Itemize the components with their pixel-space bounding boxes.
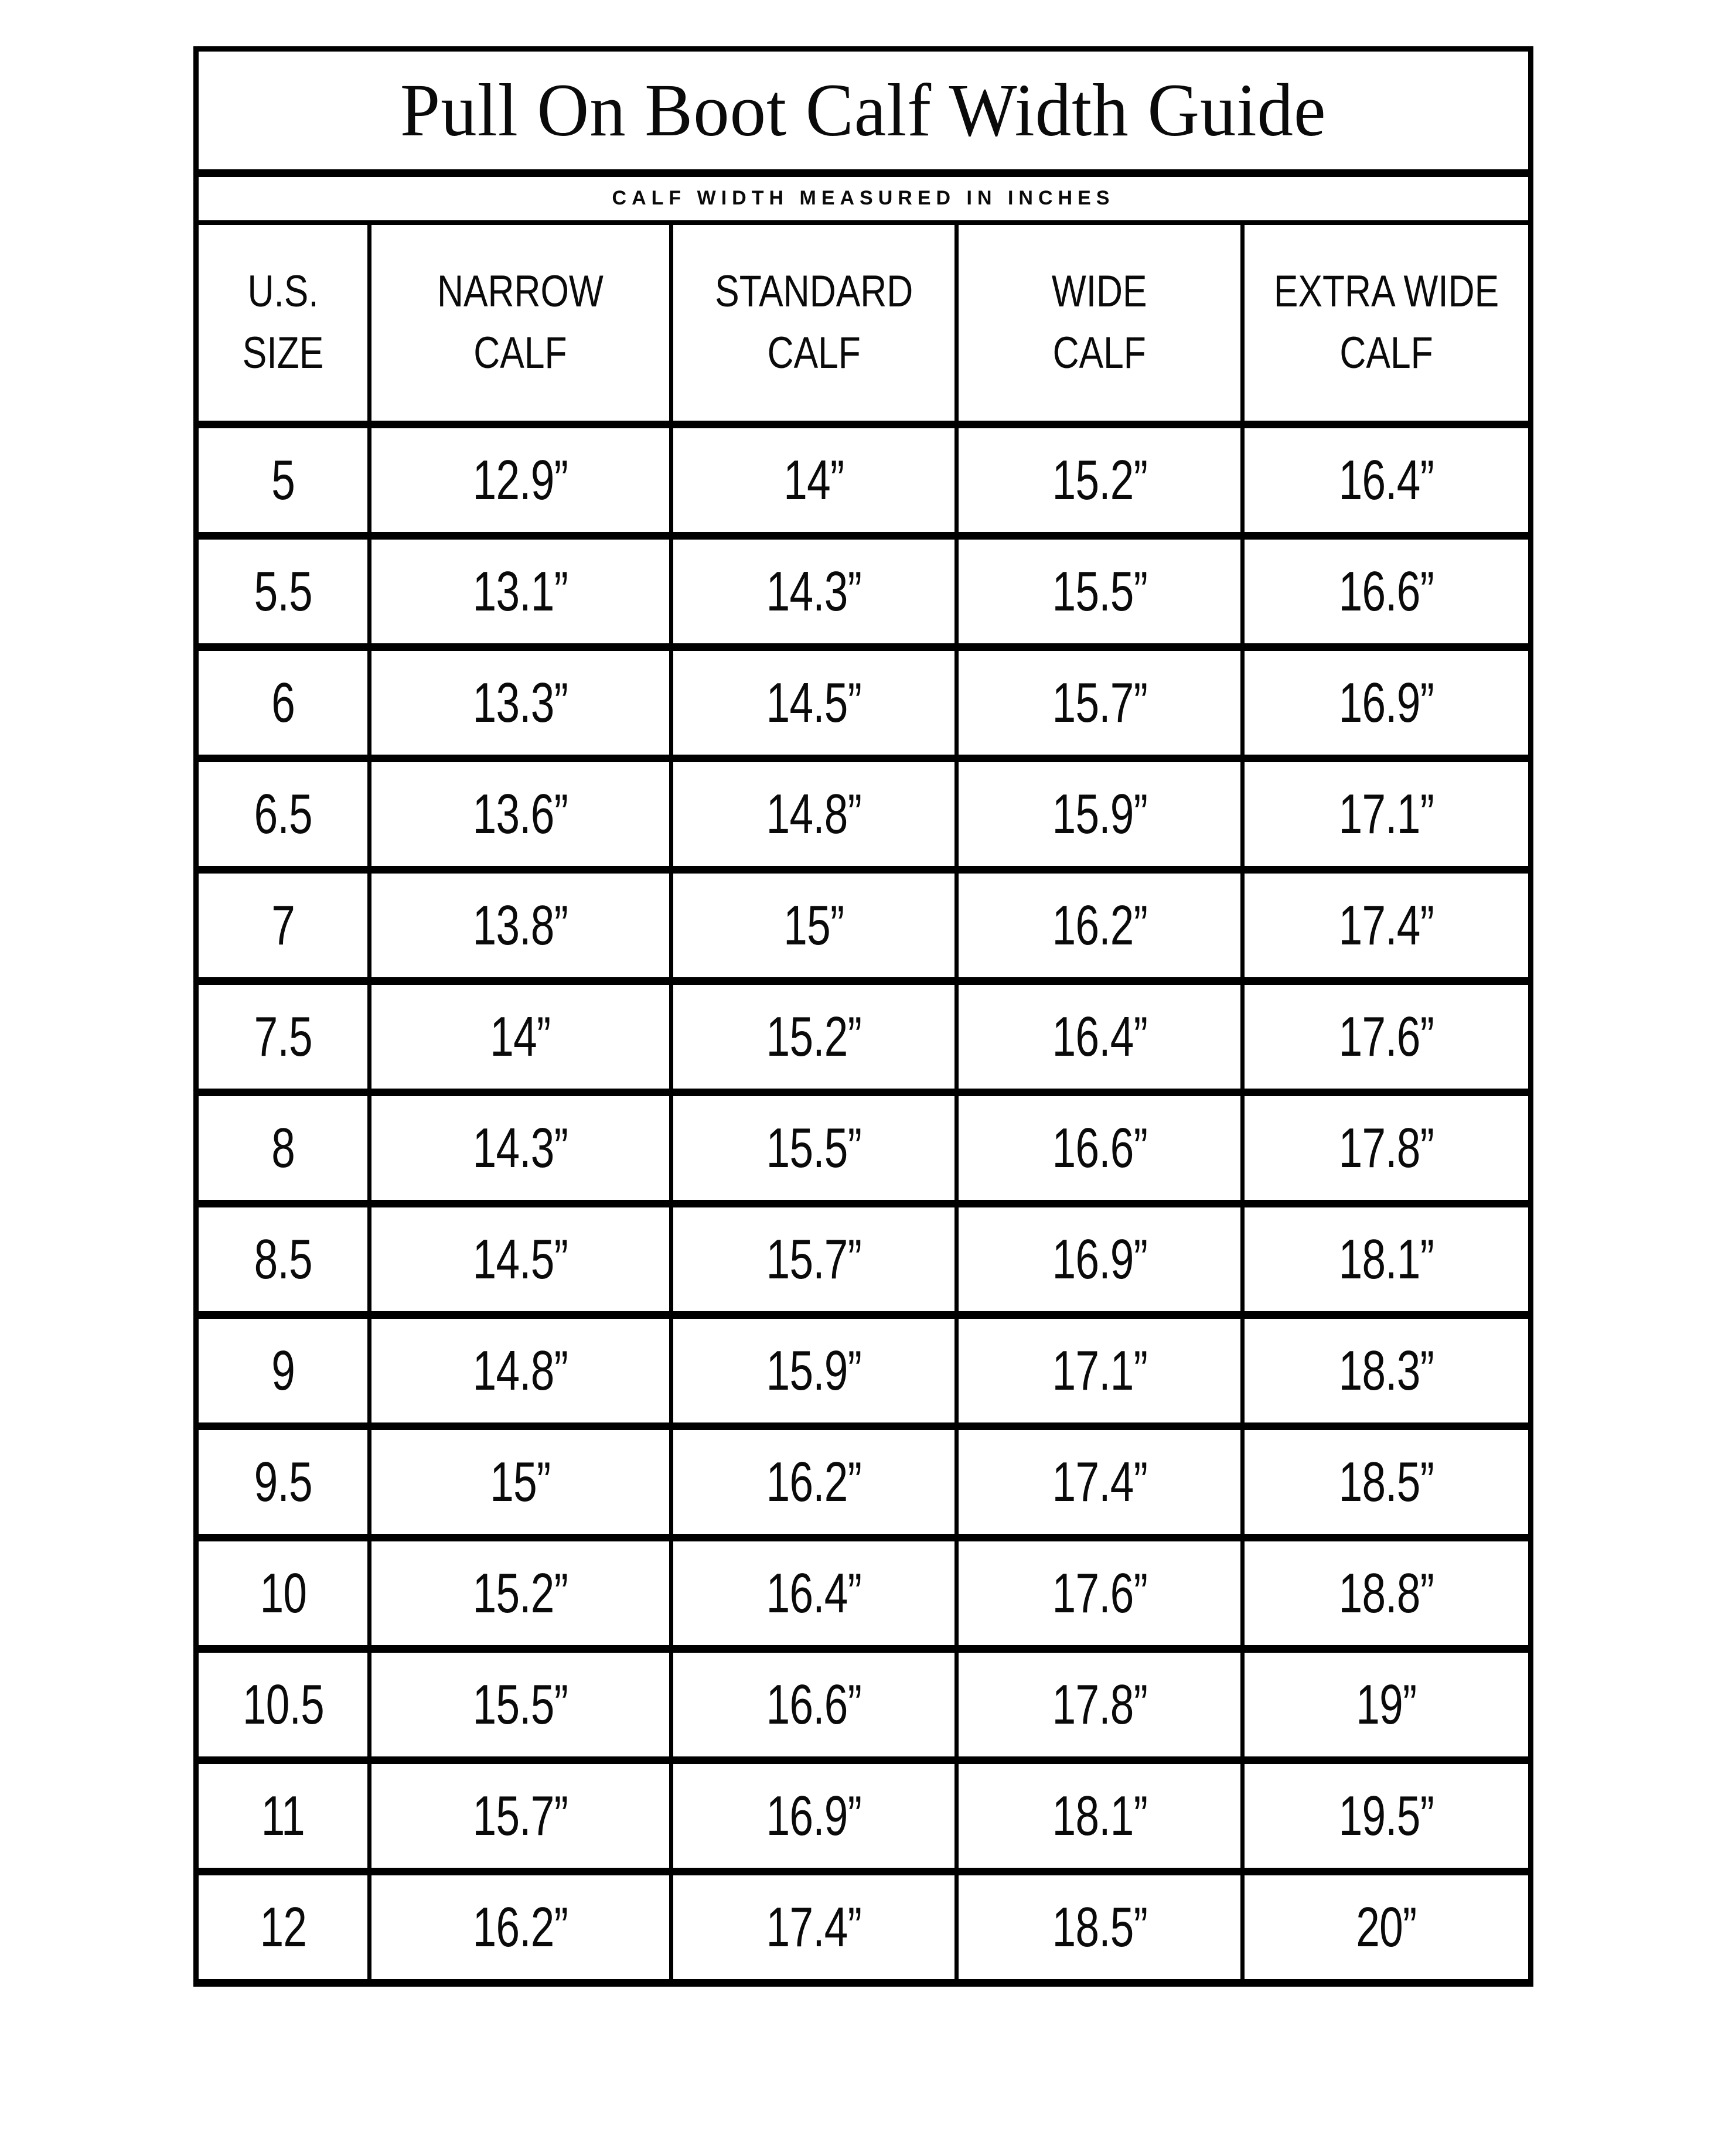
calf-width-cell bbox=[1242, 425, 1530, 536]
us-size-value: 10.5 bbox=[242, 1673, 324, 1736]
calf-width-value: 16.2” bbox=[472, 1895, 568, 1959]
calf-width-value: 15.7” bbox=[766, 1227, 862, 1291]
calf-width-value: 15.7” bbox=[1052, 671, 1147, 734]
column-header-line: CALF bbox=[1339, 328, 1433, 378]
calf-width-value: 20” bbox=[1356, 1895, 1417, 1959]
column-header-extra-wide-calf bbox=[1242, 223, 1530, 425]
calf-width-cell bbox=[671, 536, 956, 647]
us-size-value: 11 bbox=[261, 1784, 305, 1847]
calf-width-cell bbox=[1242, 1649, 1530, 1761]
table-row bbox=[196, 1649, 1531, 1761]
calf-width-cell bbox=[1242, 759, 1530, 870]
table-row bbox=[196, 536, 1531, 647]
calf-width-value: 15” bbox=[783, 893, 844, 957]
title-cell bbox=[196, 49, 1531, 173]
calf-width-value: 17.4” bbox=[1052, 1450, 1147, 1513]
us-size-value: 7 bbox=[271, 893, 295, 957]
calf-width-value: 14.3” bbox=[472, 1116, 568, 1179]
table-row bbox=[196, 647, 1531, 759]
us-size-value: 9 bbox=[271, 1339, 295, 1402]
calf-width-value: 17.4” bbox=[1338, 893, 1434, 957]
calf-width-value: 19” bbox=[1356, 1673, 1417, 1736]
column-header-line: CALF bbox=[767, 328, 861, 378]
calf-width-value: 18.3” bbox=[1338, 1339, 1434, 1402]
calf-width-value: 15.7” bbox=[472, 1784, 568, 1847]
calf-width-cell bbox=[370, 425, 671, 536]
column-header-line: EXTRA WIDE bbox=[1273, 266, 1499, 316]
calf-width-cell bbox=[671, 425, 956, 536]
calf-width-cell bbox=[1242, 1093, 1530, 1204]
calf-width-cell bbox=[957, 425, 1242, 536]
calf-width-cell bbox=[957, 1427, 1242, 1538]
calf-width-value: 17.1” bbox=[1052, 1339, 1147, 1402]
calf-width-cell bbox=[671, 1093, 956, 1204]
table-row bbox=[196, 759, 1531, 870]
calf-width-cell bbox=[370, 536, 671, 647]
calf-width-cell bbox=[1242, 981, 1530, 1093]
calf-width-value: 12.9” bbox=[472, 448, 568, 511]
us-size-value: 6.5 bbox=[254, 782, 312, 845]
calf-width-value: 15” bbox=[490, 1450, 551, 1513]
calf-width-value: 14.5” bbox=[472, 1227, 568, 1291]
table-row bbox=[196, 1538, 1531, 1649]
calf-width-value: 17.1” bbox=[1338, 782, 1434, 845]
calf-width-guide-table bbox=[193, 46, 1533, 1987]
calf-width-cell bbox=[957, 981, 1242, 1093]
column-header-line: STANDARD bbox=[715, 266, 913, 316]
calf-width-value: 14” bbox=[490, 1005, 551, 1068]
calf-width-cell bbox=[957, 1093, 1242, 1204]
column-header-us-size bbox=[196, 223, 370, 425]
calf-width-cell bbox=[957, 1649, 1242, 1761]
calf-width-cell bbox=[1242, 1427, 1530, 1538]
calf-width-cell bbox=[1242, 1538, 1530, 1649]
calf-width-cell bbox=[671, 1872, 956, 1983]
calf-width-cell bbox=[957, 759, 1242, 870]
calf-width-value: 18.1” bbox=[1052, 1784, 1147, 1847]
calf-width-cell bbox=[671, 1538, 956, 1649]
us-size-cell bbox=[196, 1538, 370, 1649]
calf-width-value: 16.4” bbox=[766, 1561, 862, 1625]
calf-width-value: 13.1” bbox=[472, 560, 568, 623]
calf-width-value: 16.4” bbox=[1338, 448, 1434, 511]
calf-width-cell bbox=[1242, 536, 1530, 647]
calf-width-value: 13.6” bbox=[472, 782, 568, 845]
table-row bbox=[196, 1093, 1531, 1204]
calf-width-cell bbox=[370, 1649, 671, 1761]
page-title: Pull On Boot Calf Width Guide bbox=[400, 69, 1327, 152]
calf-width-value: 15.2” bbox=[1052, 448, 1147, 511]
calf-width-value: 16.6” bbox=[766, 1673, 862, 1736]
column-header-line: WIDE bbox=[1052, 266, 1148, 316]
calf-width-value: 15.2” bbox=[766, 1005, 862, 1068]
calf-width-cell bbox=[671, 759, 956, 870]
table-body bbox=[196, 425, 1531, 1983]
calf-width-cell bbox=[957, 1204, 1242, 1315]
calf-width-value: 15.9” bbox=[1052, 782, 1147, 845]
calf-width-cell bbox=[1242, 1872, 1530, 1983]
calf-width-cell bbox=[370, 1427, 671, 1538]
us-size-cell bbox=[196, 759, 370, 870]
column-header-line: SIZE bbox=[242, 328, 324, 378]
calf-width-cell bbox=[957, 647, 1242, 759]
calf-width-cell bbox=[671, 1761, 956, 1872]
calf-width-cell bbox=[370, 870, 671, 981]
us-size-value: 7.5 bbox=[254, 1005, 312, 1068]
calf-width-value: 16.9” bbox=[1052, 1227, 1147, 1291]
calf-width-cell bbox=[370, 759, 671, 870]
us-size-value: 8.5 bbox=[254, 1227, 312, 1291]
calf-width-value: 16.9” bbox=[766, 1784, 862, 1847]
calf-width-value: 13.8” bbox=[472, 893, 568, 957]
calf-width-value: 13.3” bbox=[472, 671, 568, 734]
calf-width-cell bbox=[957, 1872, 1242, 1983]
calf-width-value: 16.6” bbox=[1052, 1116, 1147, 1179]
column-header-line: CALF bbox=[1053, 328, 1147, 378]
calf-width-value: 18.5” bbox=[1052, 1895, 1147, 1959]
us-size-value: 6 bbox=[271, 671, 295, 734]
column-header-row bbox=[196, 223, 1531, 425]
calf-width-value: 14.8” bbox=[472, 1339, 568, 1402]
table-row bbox=[196, 981, 1531, 1093]
subtitle-cell bbox=[196, 173, 1531, 223]
calf-width-cell bbox=[370, 1093, 671, 1204]
calf-width-cell bbox=[671, 981, 956, 1093]
calf-width-value: 17.8” bbox=[1338, 1116, 1434, 1179]
calf-width-cell bbox=[370, 1872, 671, 1983]
title-row bbox=[196, 49, 1531, 173]
calf-width-value: 17.6” bbox=[1338, 1005, 1434, 1068]
calf-width-value: 15.2” bbox=[472, 1561, 568, 1625]
us-size-value: 8 bbox=[271, 1116, 295, 1179]
calf-width-cell bbox=[370, 981, 671, 1093]
calf-width-value: 19.5” bbox=[1338, 1784, 1434, 1847]
us-size-value: 5 bbox=[271, 448, 295, 511]
calf-width-cell bbox=[370, 1315, 671, 1427]
calf-width-cell bbox=[1242, 1761, 1530, 1872]
us-size-cell bbox=[196, 1872, 370, 1983]
column-header-standard-calf bbox=[671, 223, 956, 425]
column-header-wide-calf bbox=[957, 223, 1242, 425]
column-header-narrow-calf bbox=[370, 223, 671, 425]
us-size-cell bbox=[196, 647, 370, 759]
us-size-value: 5.5 bbox=[254, 560, 312, 623]
us-size-value: 10 bbox=[260, 1561, 306, 1625]
calf-width-cell bbox=[370, 1204, 671, 1315]
table-row bbox=[196, 1315, 1531, 1427]
calf-width-cell bbox=[957, 1538, 1242, 1649]
calf-width-value: 17.6” bbox=[1052, 1561, 1147, 1625]
calf-width-value: 16.6” bbox=[1338, 560, 1434, 623]
us-size-cell bbox=[196, 1204, 370, 1315]
calf-width-value: 15.5” bbox=[766, 1116, 862, 1179]
us-size-cell bbox=[196, 536, 370, 647]
column-header-line: NARROW bbox=[437, 266, 604, 316]
calf-width-value: 16.4” bbox=[1052, 1005, 1147, 1068]
calf-width-value: 14.3” bbox=[766, 560, 862, 623]
table-row bbox=[196, 1204, 1531, 1315]
us-size-cell bbox=[196, 1649, 370, 1761]
calf-width-cell bbox=[1242, 1315, 1530, 1427]
calf-width-value: 16.2” bbox=[1052, 893, 1147, 957]
calf-width-value: 18.1” bbox=[1338, 1227, 1434, 1291]
calf-width-cell bbox=[957, 1761, 1242, 1872]
us-size-cell bbox=[196, 1093, 370, 1204]
calf-width-cell bbox=[671, 647, 956, 759]
calf-width-value: 17.4” bbox=[766, 1895, 862, 1959]
column-header-line: CALF bbox=[473, 328, 567, 378]
calf-width-cell bbox=[671, 1649, 956, 1761]
us-size-cell bbox=[196, 1761, 370, 1872]
subtitle-row bbox=[196, 173, 1531, 223]
calf-width-value: 15.5” bbox=[472, 1673, 568, 1736]
table-row bbox=[196, 425, 1531, 536]
calf-width-cell bbox=[370, 1761, 671, 1872]
calf-width-value: 16.9” bbox=[1338, 671, 1434, 734]
table-row bbox=[196, 870, 1531, 981]
calf-width-value: 17.8” bbox=[1052, 1673, 1147, 1736]
us-size-value: 12 bbox=[260, 1895, 306, 1959]
calf-width-cell bbox=[957, 536, 1242, 647]
us-size-cell bbox=[196, 425, 370, 536]
calf-width-cell bbox=[957, 1315, 1242, 1427]
table-row bbox=[196, 1427, 1531, 1538]
column-header-line: U.S. bbox=[247, 266, 319, 316]
us-size-cell bbox=[196, 1315, 370, 1427]
calf-width-cell bbox=[1242, 647, 1530, 759]
us-size-cell bbox=[196, 1427, 370, 1538]
us-size-cell bbox=[196, 870, 370, 981]
calf-width-cell bbox=[957, 870, 1242, 981]
calf-width-cell bbox=[671, 1204, 956, 1315]
calf-width-cell bbox=[1242, 870, 1530, 981]
calf-width-cell bbox=[1242, 1204, 1530, 1315]
calf-width-cell bbox=[671, 870, 956, 981]
calf-width-cell bbox=[370, 647, 671, 759]
table-row bbox=[196, 1872, 1531, 1983]
us-size-cell bbox=[196, 981, 370, 1093]
calf-width-value: 18.8” bbox=[1338, 1561, 1434, 1625]
us-size-value: 9.5 bbox=[254, 1450, 312, 1513]
calf-width-cell bbox=[370, 1538, 671, 1649]
calf-width-value: 14.5” bbox=[766, 671, 862, 734]
subtitle: CALF WIDTH MEASURED IN INCHES bbox=[612, 187, 1115, 210]
calf-width-value: 15.5” bbox=[1052, 560, 1147, 623]
calf-width-value: 18.5” bbox=[1338, 1450, 1434, 1513]
calf-width-cell bbox=[671, 1315, 956, 1427]
calf-width-value: 15.9” bbox=[766, 1339, 862, 1402]
calf-width-cell bbox=[671, 1427, 956, 1538]
calf-width-value: 14.8” bbox=[766, 782, 862, 845]
calf-width-value: 14” bbox=[783, 448, 844, 511]
calf-width-value: 16.2” bbox=[766, 1450, 862, 1513]
table-row bbox=[196, 1761, 1531, 1872]
